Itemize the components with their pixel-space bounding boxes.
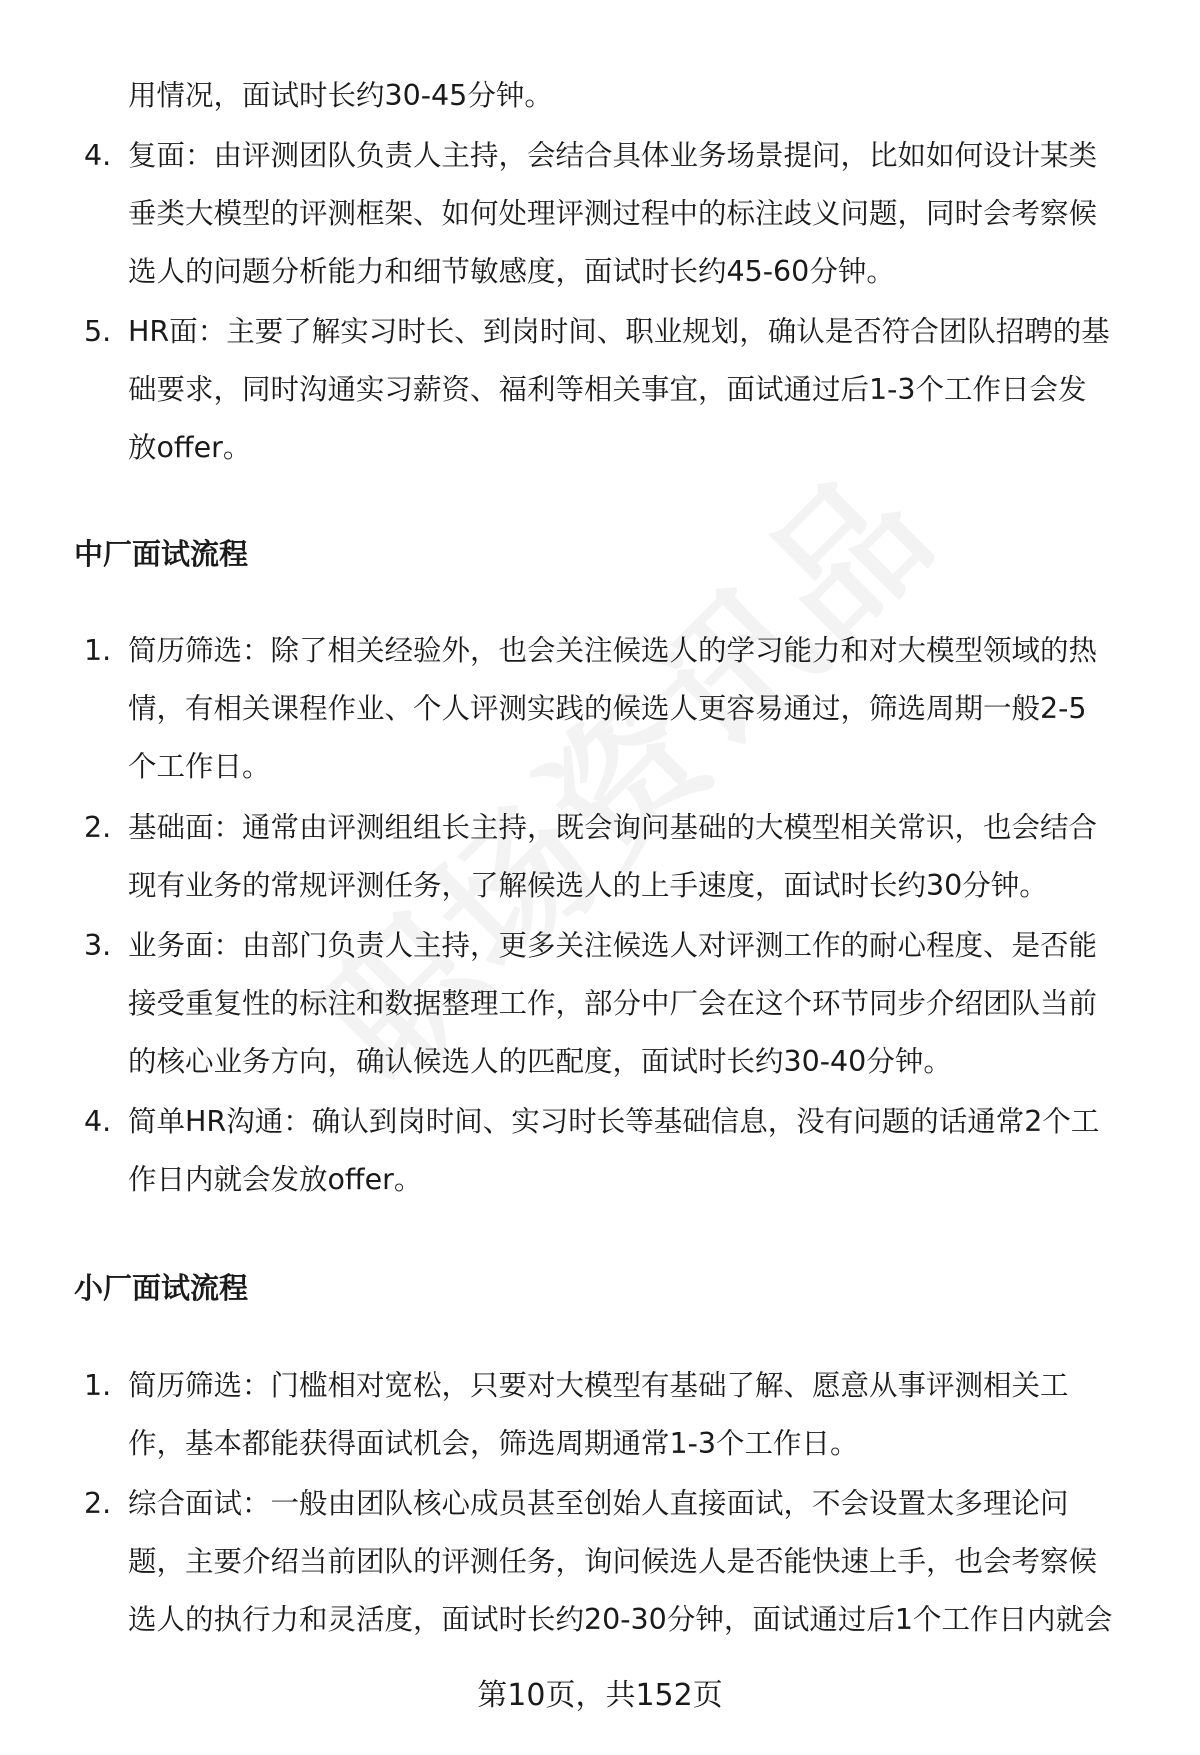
section-heading: 小厂面试流程 bbox=[74, 1271, 249, 1305]
list-number: 4. bbox=[84, 139, 112, 172]
list-item-continuation: 用情况，面试时长约30-45分钟。 bbox=[128, 79, 553, 112]
list-item-line: 情，有相关课程作业、个人评测实践的候选人更容易通过，筛选周期一般2-5 bbox=[128, 692, 1087, 725]
list-item-line: 复面：由评测团队负责人主持，会结合具体业务场景提问，比如如何设计某类 bbox=[128, 139, 1098, 172]
list-item-line: 基础面：通常由评测组组长主持，既会询问基础的大模型相关常识，也会结合 bbox=[128, 811, 1098, 844]
list-item-line: 现有业务的常规评测任务，了解候选人的上手速度，面试时长约30分钟。 bbox=[128, 869, 1048, 902]
list-number: 5. bbox=[84, 315, 112, 348]
list-item-line: 放offer。 bbox=[128, 431, 252, 464]
list-item-line: 接受重复性的标注和数据整理工作，部分中厂会在这个环节同步介绍团队当前 bbox=[128, 987, 1098, 1020]
list-number: 4. bbox=[84, 1105, 112, 1138]
list-number: 2. bbox=[84, 1487, 112, 1520]
list-item-line: 综合面试：一般由团队核心成员甚至创始人直接面试，不会设置太多理论问 bbox=[128, 1487, 1069, 1520]
list-item-line: 作，基本都能获得面试机会，筛选周期通常1-3个工作日。 bbox=[128, 1427, 859, 1460]
section-heading: 中厂面试流程 bbox=[74, 537, 249, 571]
list-item-line: 选人的问题分析能力和细节敏感度，面试时长约45-60分钟。 bbox=[128, 255, 895, 288]
list-item-line: 的核心业务方向，确认候选人的匹配度，面试时长约30-40分钟。 bbox=[128, 1045, 952, 1078]
list-number: 3. bbox=[84, 929, 112, 962]
list-item-line: 题，主要介绍当前团队的评测任务，询问候选人是否能快速上手，也会考察候 bbox=[128, 1545, 1098, 1578]
list-item-line: 础要求，同时沟通实习薪资、福利等相关事宜，面试通过后1-3个工作日会发 bbox=[128, 373, 1087, 406]
list-item-line: 业务面：由部门负责人主持，更多关注候选人对评测工作的耐心程度、是否能 bbox=[128, 929, 1098, 962]
list-item-line: 简历筛选：除了相关经验外，也会关注候选人的学习能力和对大模型领域的热 bbox=[128, 634, 1098, 667]
list-item-line: 简历筛选：门槛相对宽松，只要对大模型有基础了解、愿意从事评测相关工 bbox=[128, 1369, 1069, 1402]
list-number: 2. bbox=[84, 811, 112, 844]
list-item-line: 作日内就会发放offer。 bbox=[128, 1163, 423, 1196]
list-item-line: 个工作日。 bbox=[128, 750, 271, 783]
list-item-line: 简单HR沟通：确认到岗时间、实习时长等基础信息，没有问题的话通常2个工 bbox=[128, 1105, 1100, 1138]
list-number: 1. bbox=[84, 1369, 112, 1402]
list-item-line: 垂类大模型的评测框架、如何处理评测过程中的标注歧义问题，同时会考察候 bbox=[128, 197, 1098, 230]
list-item-line: HR面：主要了解实习时长、到岗时间、职业规划，确认是否符合团队招聘的基 bbox=[128, 315, 1110, 348]
list-number: 1. bbox=[84, 634, 112, 667]
page-number-footer: 第10页，共152页 bbox=[477, 1678, 723, 1713]
list-item-line: 选人的执行力和灵活度，面试时长约20-30分钟，面试通过后1个工作日内就会 bbox=[128, 1603, 1113, 1636]
